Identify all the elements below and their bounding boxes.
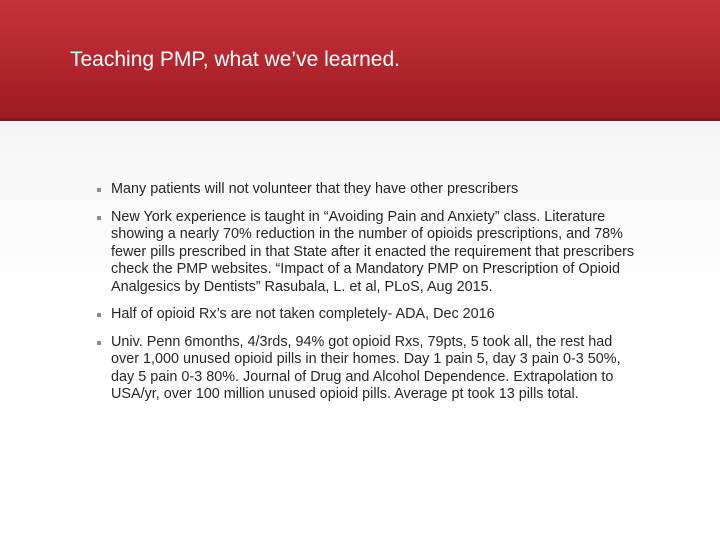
bullet-square-icon — [97, 216, 101, 220]
bullet-item — [97, 209, 637, 297]
slide-title: Teaching PMP, what we’ve learned. — [70, 48, 400, 71]
title-bar — [0, 0, 720, 121]
bullet-square-icon — [97, 188, 101, 192]
bullet-text: Univ. Penn 6months, 4/3rds, 94% got opioid Rxs, 79pts, 5 took all, the rest had over 1,000 unused opioid pills in their homes. Day 1 pain 5, day 3 pain 0-3 50%, day 5 pain 0-3 80%. Journal of Drug and Alcohol Dependence. Extrapolation to USA/yr, over 100 million unused opioid pills. Average pt took 13 pills total. — [111, 333, 621, 402]
bullet-text: Many patients will not volunteer that they have other prescribers — [111, 181, 519, 197]
bullet-item — [97, 306, 637, 324]
bullet-item — [97, 181, 637, 199]
bullet-text: New York experience is taught in “Avoiding Pain and Anxiety” class. Literature showing a nearly 70% reduction in the number of opioids prescriptions, and 78% fewer pills prescribed in that State after it enacted the requirement that prescribers check the PMP websites. “Impact of a Mandatory PMP on Prescription of Opioid Analgesics by Dentists” Rasubala, L. et al, PLoS, Aug 2015. — [111, 208, 635, 295]
bullet-item — [97, 334, 637, 404]
bullet-text: Half of opioid Rx’s are not taken completely- ADA, Dec 2016 — [111, 306, 495, 322]
bullet-square-icon — [97, 313, 101, 317]
bullet-list — [97, 181, 637, 414]
bullet-square-icon — [97, 341, 101, 345]
